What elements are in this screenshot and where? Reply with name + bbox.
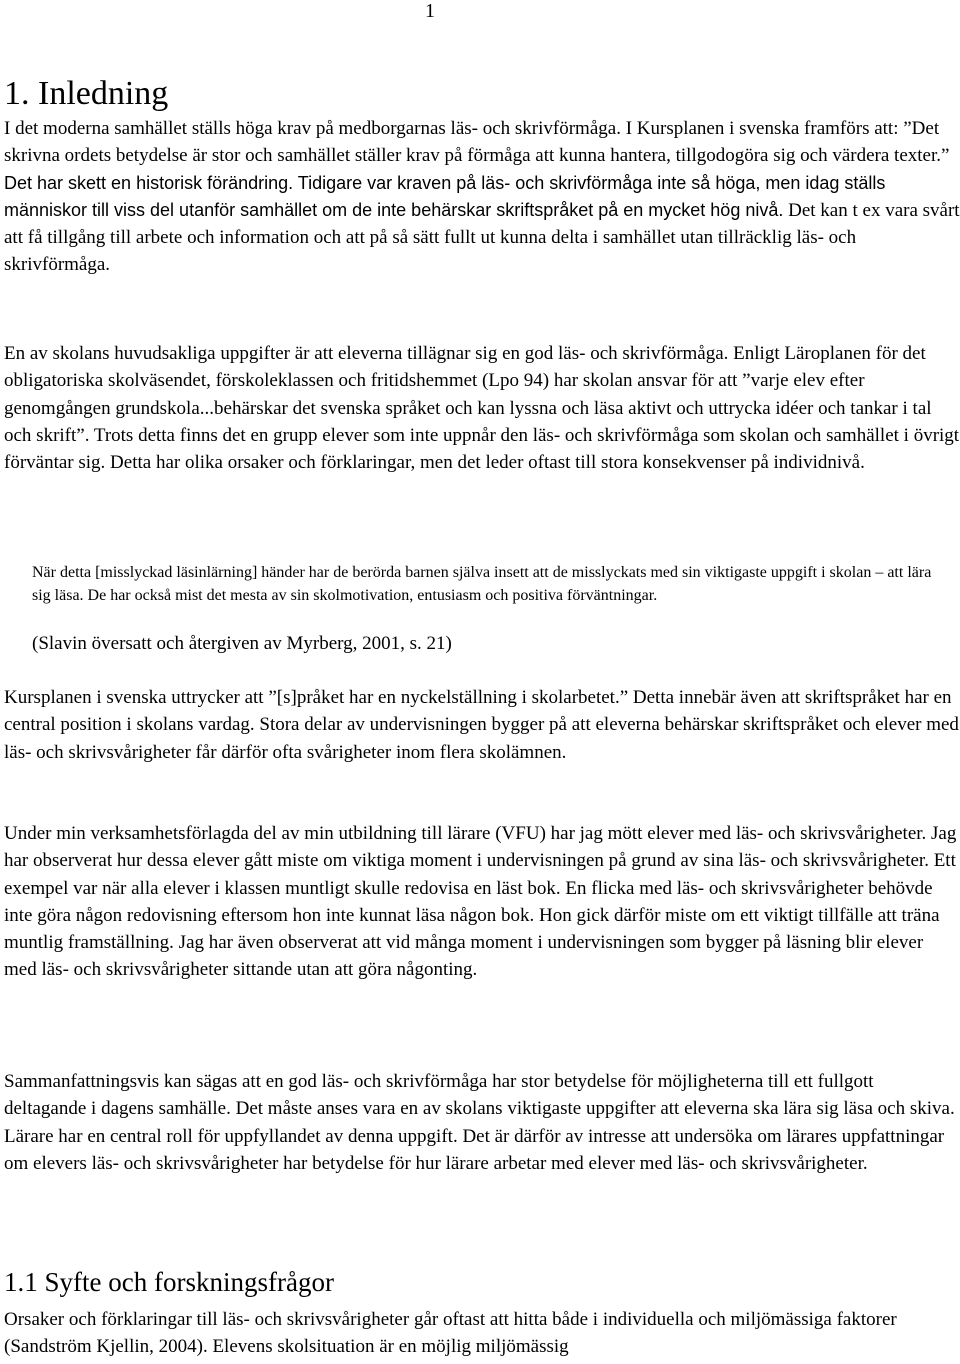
paragraph-curriculum: Kursplanen i svenska uttrycker att ”[s]pråket har en nyckelställning i skolarbetet.” Detta innebär även att skriftspråket har en central position i skolans vardag. Stora delar av undervisningen bygger på att eleverna behärskar skriftspråket och elever med läs- och skrivsvårigheter får därför ofta svårigheter inom flera skolämnen. (4, 687, 959, 763)
paragraph-intro (4, 115, 960, 279)
block-quote: När detta [misslyckad läsinlärning] händer har de berörda barnen själva insett att de misslyckats med sin viktigaste uppgift i skolan – att lära sig läsa. De har också mist det mesta av sin skolmotivation, entusiasm och positiva förväntningar. (32, 564, 932, 604)
paragraph-intro-serif-end: Det kan t ex vara svårt att få tillgång till arbete och information och att på så sätt fullt ut kunna delta i samhället utan tillräcklig läs- och skrivförmåga. (4, 199, 960, 276)
paragraph-school-task: En av skolans huvudsakliga uppgifter är att eleverna tillägnar sig en god läs- och skrivförmåga. Enligt Läroplanen för det obligatoriska skolväsendet, förskoleklassen och fritidshemmet (Lpo 94) har skolan ansvar för att ”varje elev efter genomgången grundskola...behärskar det svenska språket och kan lyssna och läsa aktivt och uttrycka idéer och tankar i tal och skrift”. Trots detta finns det en grupp elever som inte uppnår den läs- och skrivförmåga som skolan och samhället i övrigt förväntar sig. Detta har olika orsaker och förklaringar, men det leder oftast till stora konsekvenser på individnivå. (4, 343, 960, 474)
page-number: 1 (425, 0, 435, 22)
quote-citation: (Slavin översatt och återgiven av Myrberg, 2001, s. 21) (32, 633, 452, 654)
paragraph-vfu: Under min verksamhetsförlagda del av min utbildning till lärare (VFU) har jag mött elever med läs- och skrivsvårigheter. Jag har observerat hur dessa elever gått miste om viktiga moment i undervisningen på grund av sina läs- och skrivsvårigheter. Ett exempel var när alla elever i klassen muntligt skulle redovisa en läst bok. En flicka med läs- och skrivsvårigheter behövde inte göra någon redovisning eftersom hon inte kunnat läsa någon bok. Hon gick därför miste om ett viktigt tillfälle att träna muntlig framställning. Jag har även observerat att vid många moment i undervisningen som bygger på läsning blir elever med läs- och skrivsvårigheter sittande utan att göra någonting. (4, 823, 957, 981)
paragraph-intro-sans-mid: Det har skett en historisk förändring. Tidigare var kraven på läs- och skrivförmåga inte så höga, men idag ställs människor till viss del utanför samhället om de inte behärskar skriftspråket på en mycket hög nivå. (4, 172, 886, 220)
paragraph-summary: Sammanfattningsvis kan sägas att en god läs- och skrivförmåga har stor betydelse för möjligheterna till ett fullgott deltagande i dagens samhälle. Det måste anses vara en av skolans viktigaste uppgifter att eleverna ska lära sig läsa och skiva. Lärare har en central roll för uppfyllandet av denna uppgift. Det är därför av intresse att undersöka om lärares uppfattningar om elevers läs- och skrivsvårigheter har betydelse för hur lärare arbetar med elever med läs- och skrivsvårigheter. (4, 1071, 955, 1174)
paragraph-intro-serif-start: I det moderna samhället ställs höga krav på medborgarnas läs- och skrivförmåga. I Kursplanen i svenska framförs att: ”Det skrivna ordets betydelse är stor och samhället ställer krav på förmåga att kunna hantera, tillgodogöra sig och värdera texter.” (4, 118, 950, 167)
paragraph-purpose: Orsaker och förklaringar till läs- och skrivsvårigheter går oftast att hitta både i individuella och miljömässiga faktorer (Sandström Kjellin, 2004). Elevens skolsituation är en möjlig miljömässig (4, 1309, 897, 1358)
chapter-heading: 1. Inledning (4, 75, 169, 112)
section-heading: 1.1 Syfte och forskningsfrågor (4, 1267, 334, 1297)
